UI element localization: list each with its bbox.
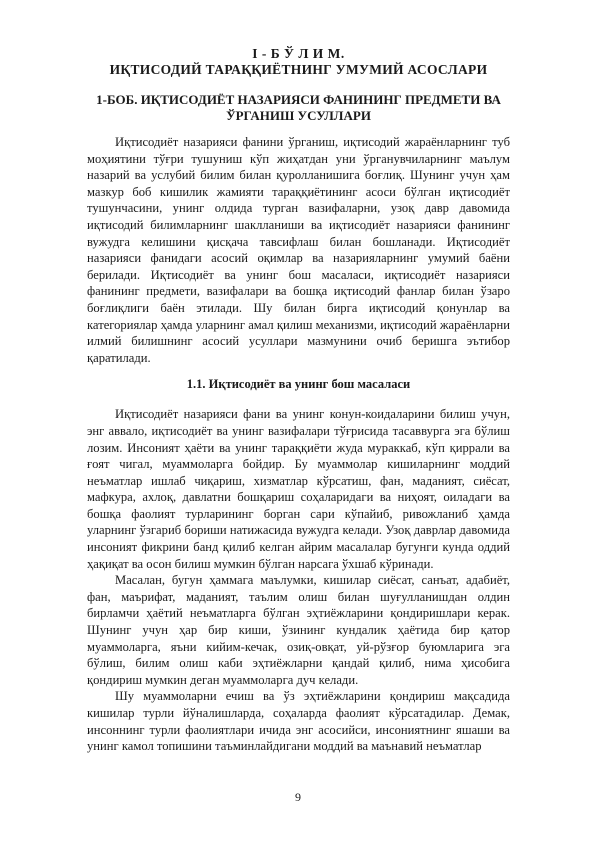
body-paragraph-2: Масалан, бугун ҳаммага маълумки, кишилар сиёсат, санъат, адабиёт, фан, маърифат, маданият, таълим олиш билан шуғулланишдан олдин бирламчи ҳаётий неъматларга бўлган эҳтиёжларини қондиришлари керак. Шунинг учун ҳар бир киши, ўзининг кундалик ҳаётида бир қатор муаммоларга, яъни кийим-кечак, озиқ-овқат, уй-рўзғор буюмларига эга бўлиш, билим олиш каби эҳтиёжларни қандай қилиб, нима ҳисобига қондириш мумкин деган муаммоларга дуч келади. <box>87 573 510 687</box>
body-paragraph-1: Иқтисодиёт назарияси фани ва унинг конун-коидаларини билиш учун, энг аввало, иқтисодиёт ва унинг вазифалари тўғрисида тасаввурга эга бўлиш лозим. Инсоният ҳаёти ва унинг тараққиёти жуда мураккаб, кўп қиррали ва ғоят чигал, муаммоларга бойдир. Бу муаммолар кишиларнинг моддий неъматлар ишлаб чиқариш, хизматлар кўрсатиш, фан, маданият, сиёсат, мафкура, ахлоқ, давлатни бошқариш соҳаларидаги ва ниҳоят, оиладаги ва бошқа фаолият турларининг борган сари кўпайиб, ривожланиб ҳамда уларнинг ўзгариб бориши натижасида вужудга келади. Узоқ даврлар давомида инсоният фикрини банд қилиб келган айрим масалалар бугунги кунда оддий ҳақиқат ва осон билиш мумкин бўлган нарсага ўхшаб кўринади. <box>87 407 510 571</box>
page-number: 9 <box>295 790 301 804</box>
body-paragraph-3: Шу муаммоларни ечиш ва ўз эҳтиёжларини қондириш мақсадида кишилар турли йўналишларда, соҳаларда фаолият кўрсатадилар. Демак, инсоннинг турли фаолиятлари ичида энг асосийси, инсониятнинг яшаши ва унинг камол топишини таъминлайдигани моддий ва маънавий неъматлар <box>87 689 510 754</box>
section-title: 1.1. Иқтисодиёт ва унинг бош масаласи <box>186 377 411 392</box>
chapter-title: 1-БОБ. ИҚТИСОДИЁТ НАЗАРИЯСИ ФАНИНИНГ ПРЕДМЕТИ ВА ЎРГАНИШ УСУЛЛАРИ <box>96 92 501 123</box>
page-content <box>87 46 510 755</box>
intro-paragraph: Иқтисодиёт назарияси фанини ўрганиш, иқтисодий жараёнларнинг туб моҳиятини тўғри тушуниш кўп жиҳатдан уни ўрганувчиларнинг маълум назарий ва услубий билим билан қуролланишига боғлиқ. Шунинг учун ҳам мазкур боб кишилик жамияти тараққиётининг асоси бўлган иқтисодиёт тушунчасини, унинг олдида турган вазифаларни, узоқ давр давомида иқтисодий билимларнинг шаклланиши ва иқтисодиёт назарияси фанининг вужудга келишини қисқача тавсифлаш билан бошланади. Иқтисодиёт назарияси фанидаги асосий оқимлар ва назарияларнинг умумий баёни берилади. Иқтисодиёт ва унинг бош масаласи, иқтисодиёт назарияси фанининг предмети, вазифалари ва бошқа иқтисодий фанлар билан ўзаро боғлиқлиги баён этилади. Шу билан бирга иқтисодий қонунлар ва категориялар ҳамда уларнинг амал қилиш механизми, иқтисодий жараёнларни илмий билишнинг асосий усуллари мазмунини очиб беришга эътибор қаратилади. <box>87 135 510 365</box>
part-title: I - Б Ў Л И М. <box>252 46 345 61</box>
part-subtitle: ИҚТИСОДИЙ ТАРАҚҚИЁТНИНГ УМУМИЙ АСОСЛАРИ <box>109 62 488 77</box>
